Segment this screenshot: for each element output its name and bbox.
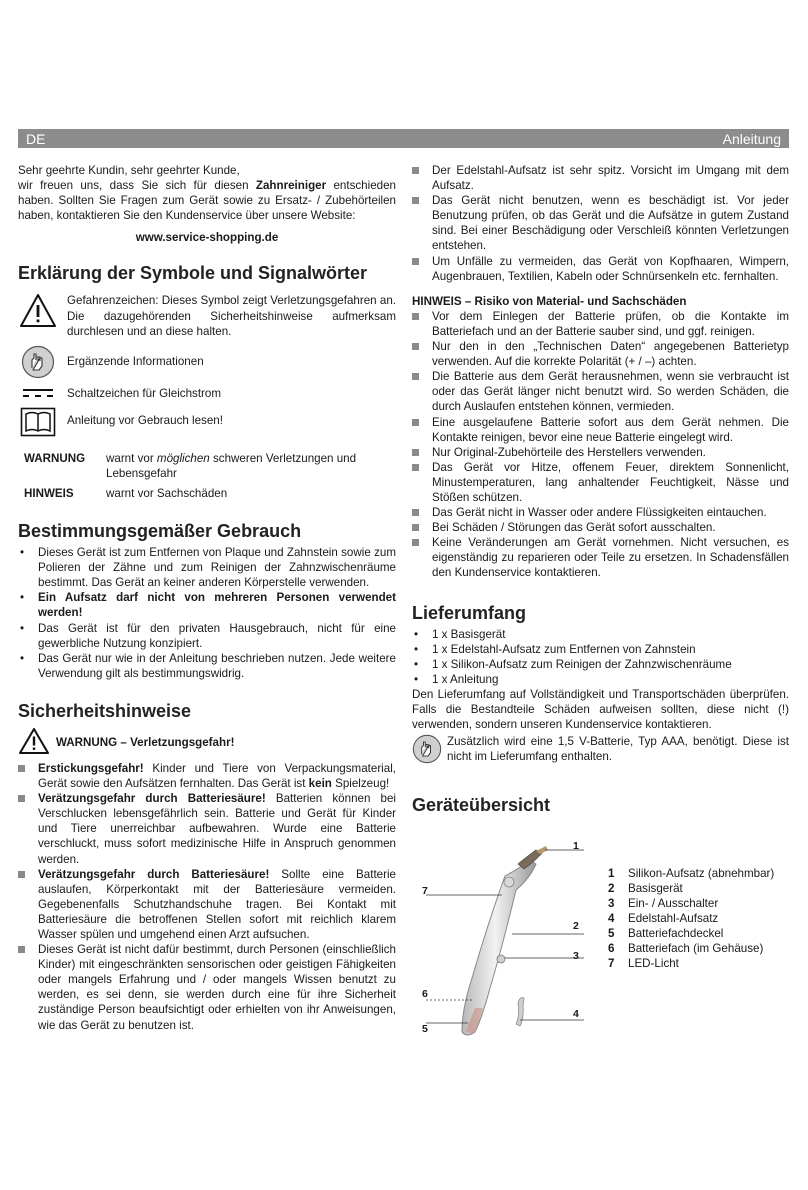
symbol-description: Gefahrenzeichen: Dieses Symbol zeigt Verletzungsgefahren an. Die dazugehörenden Sicherheitshinweise aufmerksam durchlesen und an diese halten. [67,294,396,338]
legend-row: 3 Ein- / Ausschalter [608,897,719,910]
switch-shape [497,955,505,963]
legend-row: 6 Batteriefach (im Gehäuse) [608,942,764,955]
callout-label: 3 [573,950,579,962]
list-item: Keine Veränderungen am Gerät vornehmen. Nicht versuchen, es eigenständig zu reparieren oder Teile zu ersetzen. In Schadensfällen den Kundenservice kontaktieren. [412,535,789,580]
legend-row: 4 Edelstahl-Aufsatz [608,912,719,925]
list-item: Nur Original-Zubehörteile des Herstellers verwenden. [412,445,789,460]
safety-list-continued [412,163,789,284]
info-hand-icon [412,734,442,768]
signal-words [18,451,396,501]
warning-triangle-icon [18,727,50,759]
symbol-item [18,293,396,338]
device-illustration [412,838,592,1040]
list-item: • 1 x Basisgerät [414,627,506,641]
symbol-description: Anleitung vor Gebrauch lesen! [67,413,223,427]
warning-banner [18,727,396,759]
symbol-item [18,407,396,437]
usage-heading: Bestimmungsgemäßer Gebrauch [18,521,302,542]
list-item: Um Unfälle zu vermeiden, das Gerät von Kopfhaaren, Wimpern, Augenbrauen, Textilien, Kabeln oder Schnürsenkeln etc. fernhalten. [412,254,789,284]
warning-title: WARNUNG – Verletzungsgefahr! [56,736,235,750]
delivery-heading: Lieferumfang [412,602,527,623]
product-name: Zahnreiniger [255,179,327,193]
document-title: Anleitung [722,130,781,147]
list-item: Bei Schäden / Störungen das Gerät sofort ausschalten. [412,520,789,535]
list-item: Das Gerät nicht in Wasser oder andere Flüssigkeiten eintauchen. [412,505,789,520]
list-item: Das Gerät vor Hitze, offenem Feuer, direktem Sonnenlicht, Minustemperaturen, lang anhaltender Feuchtigkeit, Nässe und Stößen schützen. [412,460,789,505]
legend-row: 1 Silikon-Aufsatz (abnehmbar) [608,867,775,880]
callout-label: 1 [573,840,579,852]
list-item: • 1 x Edelstahl-Aufsatz zum Entfernen von Zahnstein [414,642,696,656]
device-drawing [412,838,592,1040]
list-item: • 1 x Anleitung [414,672,499,686]
manual-book-icon [18,407,58,437]
list-item: Der Edelstahl-Aufsatz ist sehr spitz. Vorsicht im Umgang mit dem Aufsatz. [412,163,789,193]
legend-row: 2 Basisgerät [608,882,683,895]
list-item: • 1 x Silikon-Aufsatz zum Reinigen der Zahnzwischenräume [414,657,732,671]
signal-meaning: warnt vor möglichen schweren Verletzungen und Lebensgefahr [106,451,357,480]
signal-word-row [18,451,396,481]
list-item: • Ein Aufsatz darf nicht von mehreren Personen verwendet werden! [20,591,396,620]
list-item: Eine ausgelaufene Batterie sofort aus dem Gerät nehmen. Die Kontakte reinigen, bevor eine neue Batterie eingelegt wird. [412,415,789,445]
list-item: Vor dem Einlegen der Batterie prüfen, ob die Kontakte im Batteriefach und an der Batterie sauber sind, und ggf. reinigen. [412,309,789,339]
steel-tip-shape [516,998,524,1026]
safety-heading: Sicherheitshinweise [18,700,192,721]
callout-label: 6 [422,988,428,1000]
list-item: Die Batterie aus dem Gerät herausnehmen, wenn sie verbraucht ist oder das Gerät länger nicht benutzt wird. So werden Schäden, die durch Auslaufen entstehen können, vermieden. [412,369,789,414]
list-item: • Das Gerät nur wie in der Anleitung beschrieben nutzen. Jede weitere Verwendung gilt als bestimmungswidrig. [20,651,396,680]
signal-word: HINWEIS [24,486,74,500]
greeting: Sehr geehrte Kundin, sehr geehrter Kunde, [18,164,240,177]
right-column [412,163,789,816]
list-item: • Dieses Gerät ist zum Entfernen von Plaque und Zahnstein sowie zum Polieren der Zähne und zum Reinigen der Zahnzwischenräume bestimmt. Das Gerät an keiner anderen Körperstelle verwenden. [20,546,396,590]
callout-label: 4 [573,1008,579,1020]
website-link[interactable]: www.service-shopping.de [135,231,279,245]
delivery-list [412,627,789,687]
symbol-item [18,383,396,403]
legend-row: 5 Batteriefachdeckel [608,927,724,940]
notice-list [412,309,789,581]
battery-note [412,734,789,768]
list-item: Das Gerät nicht benutzen, wenn es beschädigt ist. Vor jeder Benutzung prüfen, ob das Gerät und die Aufsätze in gutem Zustand sind. Bei einer Beschädigung oder Verschleiß könnten Verletzungen entstehen. [412,193,789,253]
led-light-shape [504,877,514,887]
signal-word-row [18,486,396,501]
warning-triangle-icon [18,293,58,329]
legend-row: 7 LED-Licht [608,957,679,970]
symbols-heading: Erklärung der Symbole und Signalwörter [18,263,368,284]
symbol-list [18,293,396,436]
symbol-description: Ergänzende Informationen [67,354,204,368]
symbol-description: Schaltzeichen für Gleichstrom [67,386,222,400]
list-item: • Das Gerät ist für den privaten Hausgebrauch, nicht für eine gewerbliche Nutzung konzipiert. [20,621,396,650]
device-body [462,860,536,1035]
callout-label: 5 [422,1023,428,1035]
page-header [18,129,789,148]
left-column [18,163,396,1033]
symbol-item [18,345,396,379]
safety-list [18,761,396,1033]
signal-word: WARNUNG [24,451,86,465]
list-item: Erstickungsgefahr! Kinder und Tiere von Verpackungsmaterial, Gerät sowie den Aufsätzen fernhalten. Das Gerät ist kein Spielzeug! [18,761,396,791]
overview-heading: Geräteübersicht [412,795,551,816]
parts-legend [608,866,774,971]
callout-label: 7 [422,885,428,897]
intro-text: wir freuen uns, dass Sie sich für diesen Zahnreiniger entschieden haben. Sollten Sie Fragen zum Gerät sowie zu Ersatz- / Zubehörteilen haben, kontaktieren Sie den Kundenservice über unsere Website: [18,179,396,223]
signal-meaning: warnt vor Sachschäden [106,486,228,500]
info-hand-icon [18,345,58,379]
direct-current-icon [18,383,58,403]
delivery-check-text: Den Lieferumfang auf Vollständigkeit und Transportschäden überprüfen. Falls die Bestandteile Schäden aufweisen sollten, diese nicht (!) verwenden, sondern unseren Kundenservice kontaktieren. [412,687,789,732]
list-item: Verätzungsgefahr durch Batteriesäure! Sollte eine Batterie auslaufen, Körperkontakt mit der Batteriesäure vermeiden. Gegebenenfalls Schutzhandschuhe tragen. Bei Kontakt mit Batteriesäure die betroffenen Stellen sofort mit reichlich klarem Wasser spülen und umgehend einen Arzt aufsuchen. [18,867,396,942]
battery-note-text: Zusätzlich wird eine 1,5 V-Batterie, Typ AAA, benötigt. Diese ist nicht im Lieferumfang enthalten. [447,735,789,764]
list-item: Dieses Gerät ist nicht dafür bestimmt, durch Personen (einschließlich Kinder) mit eingeschränkten sensorischen oder geistigen Fähigkeiten oder mangels Erfahrung und / oder mangels Wissen benutzt zu werden, es sei denn, sie werden durch eine für ihre Sicherheit zuständige Person beaufsichtigt oder erhielten von ihr Anweisungen, wie das Gerät zu benutzen ist. [18,942,396,1033]
callout-label: 2 [573,920,579,932]
language-label: DE [26,130,46,147]
notice-title: HINWEIS – Risiko von Material- und Sachschäden [412,294,687,308]
list-item: Verätzungsgefahr durch Batteriesäure! Batterien können bei Verschlucken lebensgefährlich sein. Batterie und Gerät für Kinder und Tiere unerreichbar aufbewahren. Wurde eine Batterie verschluckt, muss sofort medizinische Hilfe in Anspruch genommen werden. [18,791,396,866]
list-item: Nur den in den „Technischen Daten“ angegebenen Batterietyp verwenden. Auf die korrekte Polarität (+ / –) achten. [412,339,789,369]
usage-list [18,545,396,681]
